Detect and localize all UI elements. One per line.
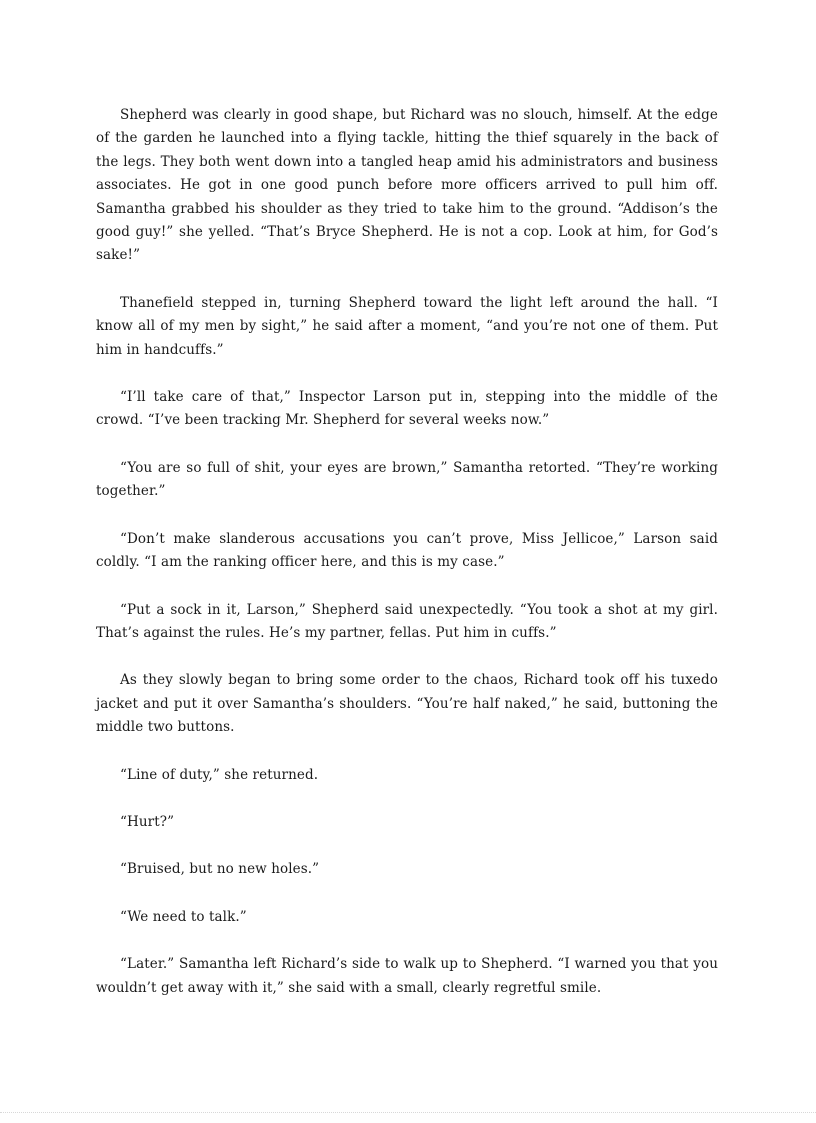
paragraph: “I’ll take care of that,” Inspector Larson put in, stepping into the middle of the crowd. “I’ve been tracking Mr. Shepherd for several weeks now.” — [96, 389, 718, 429]
paragraph: “Later.” Samantha left Richard’s side to walk up to Shepherd. “I warned you that you wouldn’t get away with it,” she said with a small, clearly regretful smile. — [96, 956, 718, 996]
paragraph: Thanefield stepped in, turning Shepherd toward the light left around the hall. “I know all of my men by sight,” he said after a moment, “and you’re not one of them. Put him in handcuffs.” — [96, 294, 718, 358]
page-bottom-divider — [0, 1112, 816, 1113]
paragraph: “Bruised, but no new holes.” — [120, 861, 320, 878]
paragraph: “Line of duty,” she returned. — [120, 766, 319, 783]
paragraph: As they slowly began to bring some order to the chaos, Richard took off his tuxedo jacket and put it over Samantha’s shoulders. “You’re half naked,” he said, buttoning the middle two buttons. — [96, 672, 718, 736]
paragraph: “Put a sock in it, Larson,” Shepherd said unexpectedly. “You took a shot at my girl. That’s against the rules. He’s my partner, fellas. Put him in cuffs.” — [96, 601, 718, 641]
paragraph: “Hurt?” — [120, 813, 175, 830]
paragraph: “You are so full of shit, your eyes are brown,” Samantha retorted. “They’re working together.” — [96, 459, 718, 500]
paragraph: “Don’t make slanderous accusations you can’t prove, Miss Jellicoe,” Larson said coldly. “I am the ranking officer here, and this is my case.” — [96, 530, 718, 571]
paragraph: Shepherd was clearly in good shape, but Richard was no slouch, himself. At the edge of the garden he launched into a flying tackle, hitting the thief squarely in the back of the legs. They both went down into a tangled heap amid his administrators and business associates. He got in one good punch before more officers arrived to pull him off. Samantha grabbed his shoulder as they tried to take him to the ground. “Addison’s the good guy!” she yelled. “That’s Bryce Shepherd. He is not a cop. Look at him, for God’s sake!” — [96, 107, 718, 264]
paragraph: “We need to talk.” — [120, 908, 247, 925]
body-text — [96, 104, 718, 1024]
